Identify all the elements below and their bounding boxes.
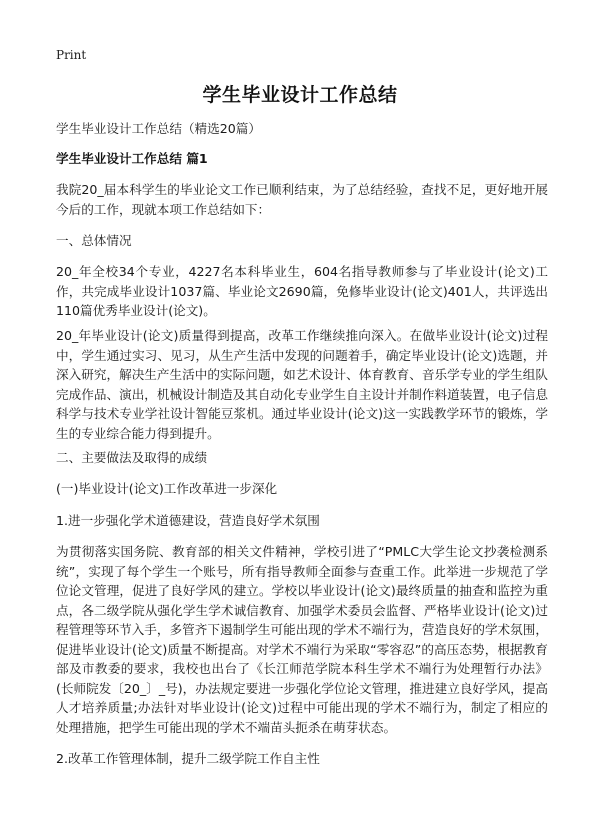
intro-paragraph: 我院20_届本科学生的毕业论文工作已顺利结束，为了总结经验，查找不足，更好地开展今后的工作，现就本项工作总结如下： xyxy=(56,182,548,217)
paragraph-overall-stats: 20_年全校34个专业，4227名本科毕业生，604名指导教师参与了毕业设计(论文)工作，共完成毕业设计1037篇、毕业论文2690篇，免修毕业设计(论文)401人，共评选出110篇优秀毕业设计(论文)。 xyxy=(56,264,548,318)
print-label: Print xyxy=(56,48,87,62)
heading-management-reform: 2.改革工作管理体制，提升二级学院工作自主性 xyxy=(56,751,320,766)
heading-academic-ethics: 1.进一步强化学术道德建设，营造良好学术氛围 xyxy=(56,513,320,528)
heading-overall-situation: 一、总体情况 xyxy=(56,233,132,248)
heading-main-practices: 二、主要做法及取得的成绩 xyxy=(56,450,208,465)
document-title: 学生毕业设计工作总结 xyxy=(202,84,398,106)
heading-reform-deepening: (一)毕业设计(论文)工作改革进一步深化 xyxy=(56,481,278,496)
paragraph-academic-ethics: 为贯彻落实国务院、教育部的相关文件精神，学校引进了“PMLC大学生论文抄袭检测系统”，实现了每个学生一个账号，所有指导教师全面参与查重工作。此举进一步规范了学位论文管理，促进了良好学风的建立。学校以毕业设计(论文)最终质量的抽查和监控为重点，各二级学院从强化学生学术诚信教育、加强学术委员会监督、严格毕业设计(论文)过程管理等环节入手，多管齐下遏制学生可能出现的学术不端行为，营造良好的学术氛围，促进毕业设计(论文)质量不断提高。对学术不端行为采取“零容忍”的高压态势，根据教育部及市教委的要求，我校也出台了《长江师范学院本科生学术不端行为处理暂行办法》(长师院发〔20_〕_号)，办法规定要进一步强化学位论文管理，推进建立良好学风，提高人才培养质量;办法针对毕业设计(论文)过程中可能出现的学术不端行为，制定了相应的处理措施，把学生可能出现的学术不端苗头扼杀在萌芽状态。 xyxy=(56,544,548,735)
document-subtitle: 学生毕业设计工作总结（精选20篇） xyxy=(56,121,261,136)
section-title: 学生毕业设计工作总结 篇1 xyxy=(56,151,208,166)
paragraph-quality-improvement: 20_年毕业设计(论文)质量得到提高，改革工作继续推向深入。在做毕业设计(论文)过程中，学生通过实习、见习，从生产生活中发现的问题着手，确定毕业设计(论文)选题，并深入研究，解决生产生活中的实际问题，如艺术设计、体育教育、音乐学专业的学生组队完成作品、演出，机械设计制造及其自动化专业学生自主设计并制作料道装置，电子信息科学与技术专业学社设计智能豆浆机。通过毕业设计(论文)这一实践教学环节的锻炼，学生的专业综合能力得到提升。 xyxy=(56,328,548,441)
